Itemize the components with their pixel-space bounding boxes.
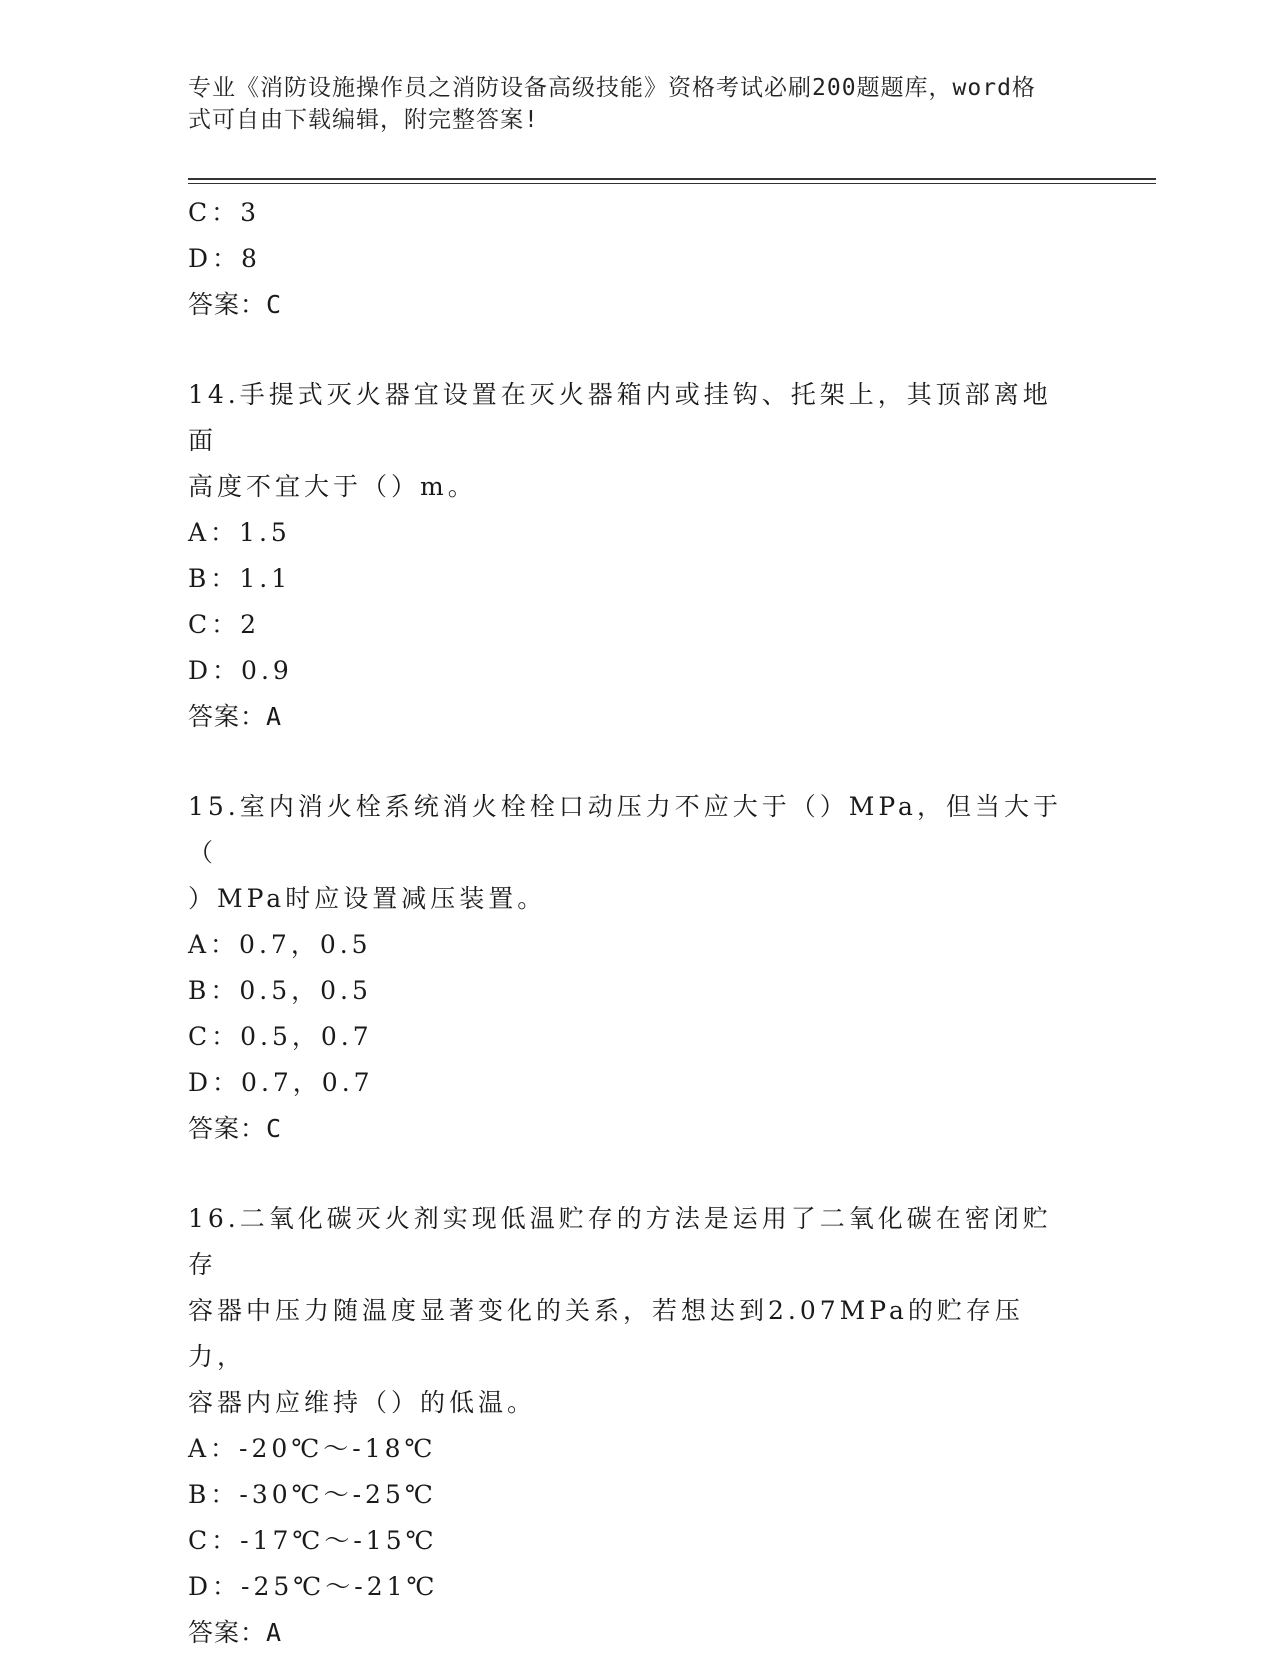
question-16 bbox=[188, 1196, 1088, 1656]
question-14 bbox=[188, 372, 1088, 740]
answer-line: 答案：A bbox=[188, 702, 283, 731]
option-a: A：0.7，0.5 bbox=[188, 930, 372, 959]
option-b: B：1.1 bbox=[188, 564, 292, 593]
question-stem bbox=[188, 372, 1078, 510]
option-c: C：-17℃～-15℃ bbox=[188, 1526, 438, 1555]
option-c: C：2 bbox=[188, 610, 261, 639]
answer-line: 答案：C bbox=[188, 290, 283, 319]
previous-question-tail bbox=[188, 190, 1088, 328]
option-a: A：-20℃～-18℃ bbox=[188, 1434, 437, 1463]
option-d: D：0.9 bbox=[188, 656, 293, 685]
header-line-1: 专业《消防设施操作员之消防设备高级技能》资格考试必刷200题题库，word格 bbox=[188, 75, 1036, 101]
answer-line: 答案：A bbox=[188, 1618, 283, 1647]
stem-line: 高度不宜大于（）m。 bbox=[188, 472, 477, 501]
stem-line: 14.手提式灭火器宜设置在灭火器箱内或挂钩、托架上，其顶部离地面 bbox=[188, 380, 1052, 455]
option-d: D：8 bbox=[188, 244, 261, 273]
header-line-2: 式可自由下载编辑，附完整答案! bbox=[188, 107, 539, 133]
option-b: B：-30℃～-25℃ bbox=[188, 1480, 437, 1509]
page-header bbox=[188, 72, 1078, 136]
answer-line: 答案：C bbox=[188, 1114, 283, 1143]
option-c: C：3 bbox=[188, 198, 261, 227]
question-content bbox=[188, 190, 1088, 1656]
stem-line: 容器中压力随温度显著变化的关系，若想达到2.07MPa的贮存压力， bbox=[188, 1296, 1024, 1371]
option-d: D：0.7，0.7 bbox=[188, 1068, 374, 1097]
question-15 bbox=[188, 784, 1088, 1152]
stem-line: ）MPa时应设置减压装置。 bbox=[188, 884, 547, 913]
option-d: D：-25℃～-21℃ bbox=[188, 1572, 439, 1601]
option-c: C：0.5，0.7 bbox=[188, 1022, 373, 1051]
option-a: A：1.5 bbox=[188, 518, 291, 547]
question-stem bbox=[188, 1196, 1078, 1426]
stem-line: 16.二氧化碳灭火剂实现低温贮存的方法是运用了二氧化碳在密闭贮存 bbox=[188, 1204, 1052, 1279]
header-rule-thick bbox=[188, 178, 1156, 180]
header-rule-thin bbox=[188, 183, 1156, 184]
question-stem bbox=[188, 784, 1078, 922]
stem-line: 15.室内消火栓系统消火栓栓口动压力不应大于（）MPa，但当大于（ bbox=[188, 792, 1062, 867]
stem-line: 容器内应维持（）的低温。 bbox=[188, 1388, 537, 1417]
option-b: B：0.5，0.5 bbox=[188, 976, 372, 1005]
